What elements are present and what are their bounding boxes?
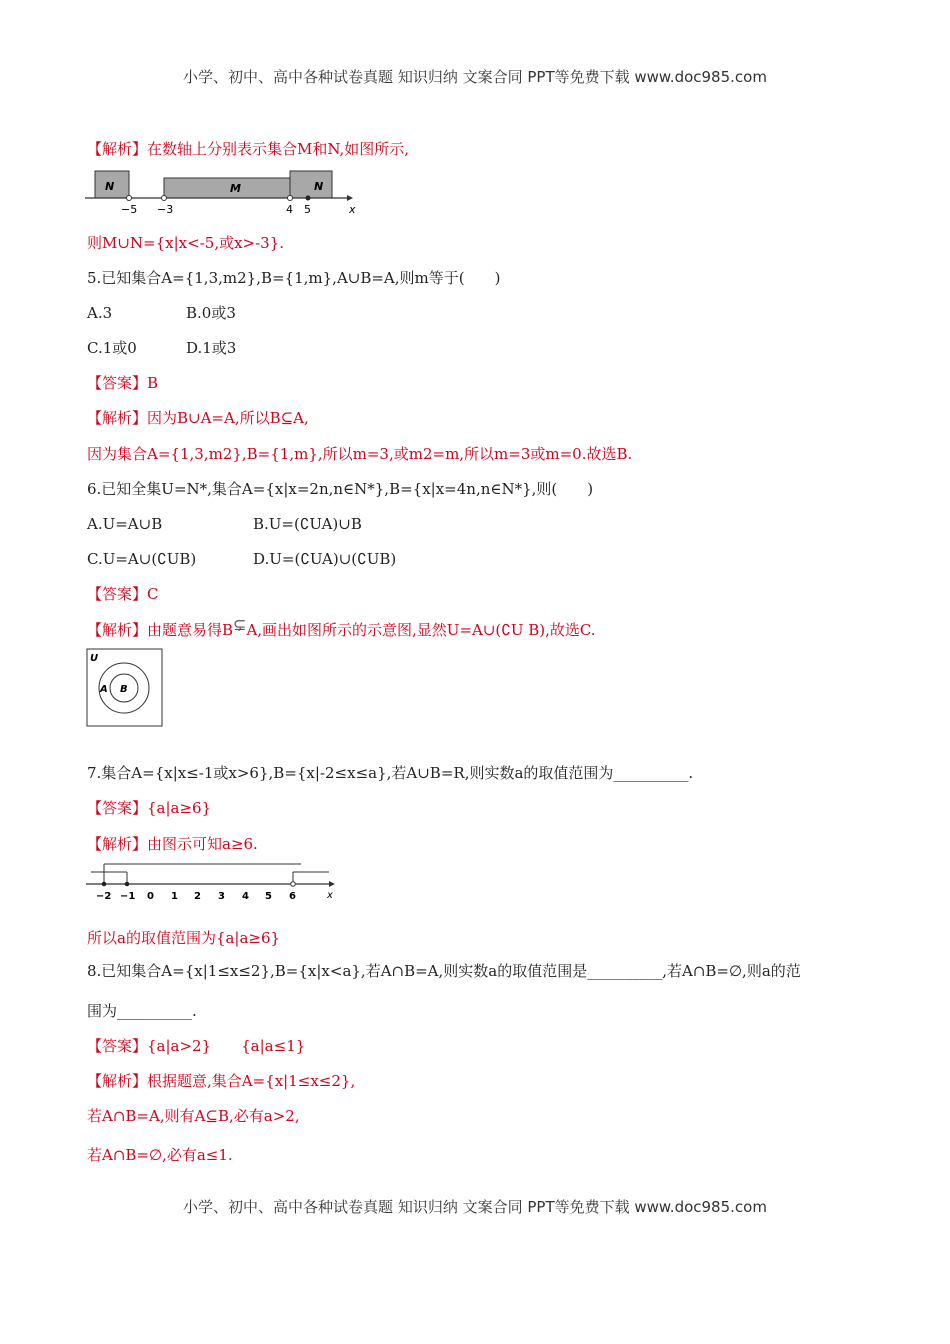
q5-explanation-line2: 因为集合A={1,3,m2},B={1,m},所以m=3,或m2=m,所以m=3或m=0.故选B. xyxy=(87,445,633,463)
q8-explanation-line1: 【解析】根据题意,集合A={x|1≤x≤2}, xyxy=(87,1072,356,1090)
proper-subset-symbol: ⊊ xyxy=(233,615,247,634)
q5-explanation-line1: 【解析】因为B∪A=A,所以B⊆A, xyxy=(87,409,309,427)
q8-explanation-line2: 若A∩B=A,则有A⊆B,必有a>2, xyxy=(87,1107,300,1125)
tick-label: −5 xyxy=(121,203,138,216)
q5-option-c: C.1或0 xyxy=(87,339,137,357)
label-b: B xyxy=(120,684,128,695)
q7-explanation-line1: 【解析】由图示可知a≥6. xyxy=(87,835,258,853)
q5-option-d: D.1或3 xyxy=(186,339,237,357)
label-m: M xyxy=(230,182,241,195)
q6-option-c: C.U=A∪(∁UB) xyxy=(87,550,197,568)
question-8-line1: 8.已知集合A={x|1≤x≤2},B={x|x<a},若A∩B=A,则实数a的取值范围是__________,若A∩B=∅,则a的范 xyxy=(87,962,801,980)
q8-answer: 【答案】{a|a>2} {a|a≤1} xyxy=(87,1037,306,1055)
q6-explanation-pre: 【解析】由题意易得B xyxy=(87,621,234,639)
q5-option-b: B.0或3 xyxy=(186,304,236,322)
tick-label: 5 xyxy=(304,203,311,216)
tick-label: 1 xyxy=(171,891,178,902)
question-8-line2: 围为__________. xyxy=(87,1002,197,1020)
q8-explanation-line3: 若A∩B=∅,必有a≤1. xyxy=(87,1146,233,1164)
tick-label: 3 xyxy=(218,891,225,902)
q6-option-b: B.U=(∁UA)∪B xyxy=(253,515,362,533)
label-n-left: N xyxy=(105,180,115,193)
label-a: A xyxy=(100,684,108,695)
tick-label: 4 xyxy=(286,203,293,216)
tick-label: 6 xyxy=(289,891,296,902)
venn-diagram-figure xyxy=(86,648,164,728)
tick-label: 0 xyxy=(147,891,154,902)
axis-label: x xyxy=(327,890,333,901)
number-line-figure-a xyxy=(86,856,346,902)
tick-label: −3 xyxy=(157,203,174,216)
q4-explanation-line2: 则M∪N={x|x<-5,或x>-3}. xyxy=(87,234,285,252)
q7-answer: 【答案】{a|a≥6} xyxy=(87,799,212,817)
question-5: 5.已知集合A={1,3,m2},B={1,m},A∪B=A,则m等于( ) xyxy=(87,269,501,287)
label-n-right: N xyxy=(314,180,324,193)
tick-label: 5 xyxy=(265,891,272,902)
tick-label: 2 xyxy=(194,891,201,902)
question-6: 6.已知全集U=N*,集合A={x|x=2n,n∈N*},B={x|x=4n,n∈N*},则( ) xyxy=(87,480,594,498)
q6-option-d: D.U=(∁UA)∪(∁UB) xyxy=(253,550,397,568)
q6-option-a: A.U=A∪B xyxy=(87,515,163,533)
q6-explanation-post: A,画出如图所示的示意图,显然U=A∪(∁U B),故选C. xyxy=(246,621,596,639)
page-header: 小学、初中、高中各种试卷真题 知识归纳 文案合同 PPT等免费下载 www.doc985.com xyxy=(183,68,767,86)
number-line-figure-mn xyxy=(85,168,365,218)
tick-label: −2 xyxy=(96,891,112,902)
axis-label: x xyxy=(349,203,356,216)
page-footer: 小学、初中、高中各种试卷真题 知识归纳 文案合同 PPT等免费下载 www.doc985.com xyxy=(183,1198,767,1216)
q6-explanation xyxy=(87,615,596,640)
tick-label: 4 xyxy=(242,891,249,902)
q4-explanation-line1: 【解析】在数轴上分别表示集合M和N,如图所示, xyxy=(87,140,410,158)
q5-option-a: A.3 xyxy=(87,304,113,322)
question-7: 7.集合A={x|x≤-1或x>6},B={x|-2≤x≤a},若A∪B=R,则实数a的取值范围为__________. xyxy=(87,764,694,782)
q5-answer: 【答案】B xyxy=(87,374,159,392)
tick-label: −1 xyxy=(120,891,136,902)
label-u: U xyxy=(90,653,99,664)
q7-explanation-line2: 所以a的取值范围为{a|a≥6} xyxy=(87,929,281,947)
q6-answer: 【答案】C xyxy=(87,585,159,603)
